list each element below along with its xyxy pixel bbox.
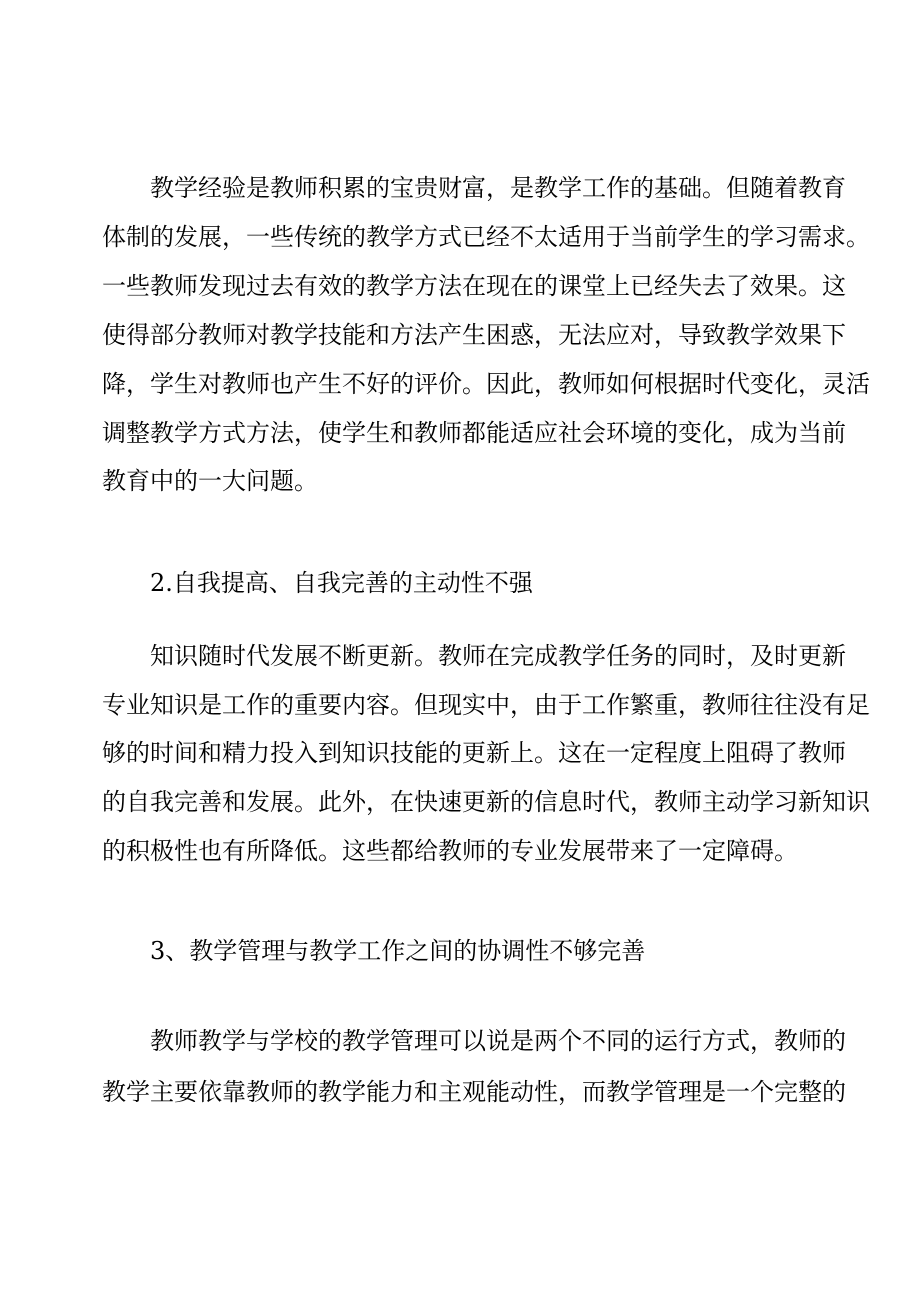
paragraph-2-line-5: 的积极性也有所降低。这些都给教师的专业发展带来了一定障碍。 (102, 837, 798, 865)
paragraph-1-line-3: 一些教师发现过去有效的教学方法在现在的课堂上已经失去了效果。这 (102, 272, 846, 300)
section-2-heading: 2.自我提高、自我完善的主动性不强 (150, 569, 533, 597)
paragraph-2-line-2: 专业知识是工作的重要内容。但现实中，由于工作繁重，教师往往没有足 (102, 691, 870, 719)
paragraph-2-line-1: 知识随时代发展不断更新。教师在完成教学任务的同时，及时更新 (150, 642, 846, 670)
paragraph-1-line-2: 体制的发展，一些传统的教学方式已经不太适用于当前学生的学习需求。 (102, 223, 870, 251)
paragraph-1-line-1: 教学经验是教师积累的宝贵财富，是教学工作的基础。但随着教育 (150, 174, 846, 202)
paragraph-1-line-5: 降，学生对教师也产生不好的评价。因此，教师如何根据时代变化，灵活 (102, 370, 870, 398)
paragraph-1-line-7: 教育中的一大问题。 (102, 467, 318, 495)
paragraph-3-line-2: 教学主要依靠教师的教学能力和主观能动性，而教学管理是一个完整的 (102, 1078, 846, 1106)
paragraph-1-line-4: 使得部分教师对教学技能和方法产生困惑，无法应对，导致教学效果下 (102, 321, 846, 349)
paragraph-2-line-4: 的自我完善和发展。此外，在快速更新的信息时代，教师主动学习新知识 (102, 788, 870, 816)
paragraph-2-line-3: 够的时间和精力投入到知识技能的更新上。这在一定程度上阻碍了教师 (102, 739, 846, 767)
paragraph-1-line-6: 调整教学方式方法，使学生和教师都能适应社会环境的变化，成为当前 (102, 419, 846, 447)
section-3-heading: 3、教学管理与教学工作之间的协调性不够完善 (150, 937, 646, 965)
paragraph-3-line-1: 教师教学与学校的教学管理可以说是两个不同的运行方式，教师的 (150, 1027, 846, 1055)
